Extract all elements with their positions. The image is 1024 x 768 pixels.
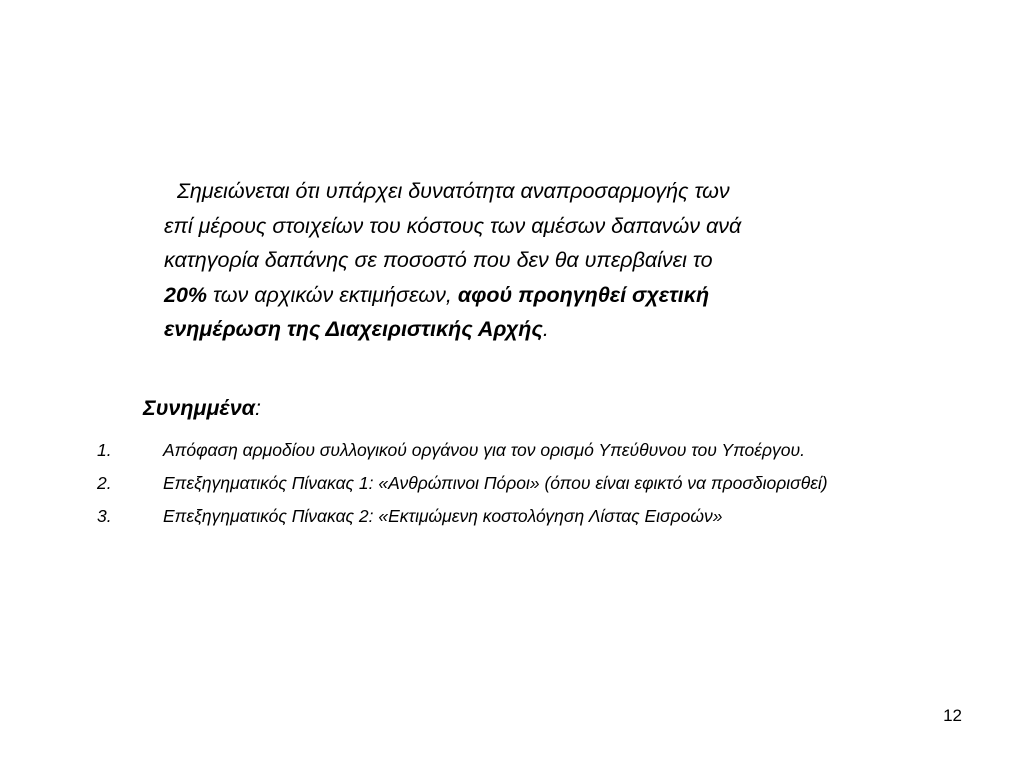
- list-item-text: Επεξηγηματικός Πίνακας 2: «Εκτιμώμενη κοστολόγηση Λίστας Εισροών»: [163, 506, 723, 526]
- note-paragraph: [164, 174, 964, 347]
- note-line-4: των αρχικών εκτιμήσεων,: [207, 282, 458, 307]
- list-item: [97, 503, 977, 529]
- note-end: .: [542, 317, 549, 341]
- list-item-text: Επεξηγηματικός Πίνακας 1: «Ανθρώπινοι Πόροι» (όπου είναι εφικτό να προσδιορισθεί): [163, 473, 828, 493]
- list-item: [97, 470, 977, 496]
- list-item-text: Απόφαση αρμοδίου συλλογικού οργάνου για τον ορισμό Υπεύθυνου του Υποέργου.: [163, 440, 805, 460]
- note-line-3: κατηγορία δαπάνης σε ποσοστό που δεν θα υπερβαίνει το: [164, 248, 713, 272]
- list-item-number: 1.: [97, 440, 112, 460]
- note-percent: 20%: [164, 282, 208, 307]
- attachments-list: [97, 437, 977, 536]
- attachments-heading: [143, 396, 261, 421]
- list-item-number: 3.: [97, 506, 112, 526]
- attachments-heading-text: Συνημμένα: [143, 396, 256, 420]
- list-item: [97, 437, 977, 463]
- note-line-2: επί μέρους στοιχείων του κόστους των αμέσων δαπανών ανά: [164, 213, 742, 238]
- list-item-number: 2.: [97, 473, 112, 493]
- note-bold-part-2: ενημέρωση της Διαχειριστικής Αρχής: [164, 317, 543, 341]
- attachments-heading-colon: :: [255, 396, 261, 420]
- note-bold-part-1: αφού προηγηθεί σχετική: [457, 282, 710, 307]
- note-line-1: Σημειώνεται ότι υπάρχει δυνατότητα αναπροσαρμογής των: [177, 179, 730, 203]
- page-number: 12: [943, 706, 962, 725]
